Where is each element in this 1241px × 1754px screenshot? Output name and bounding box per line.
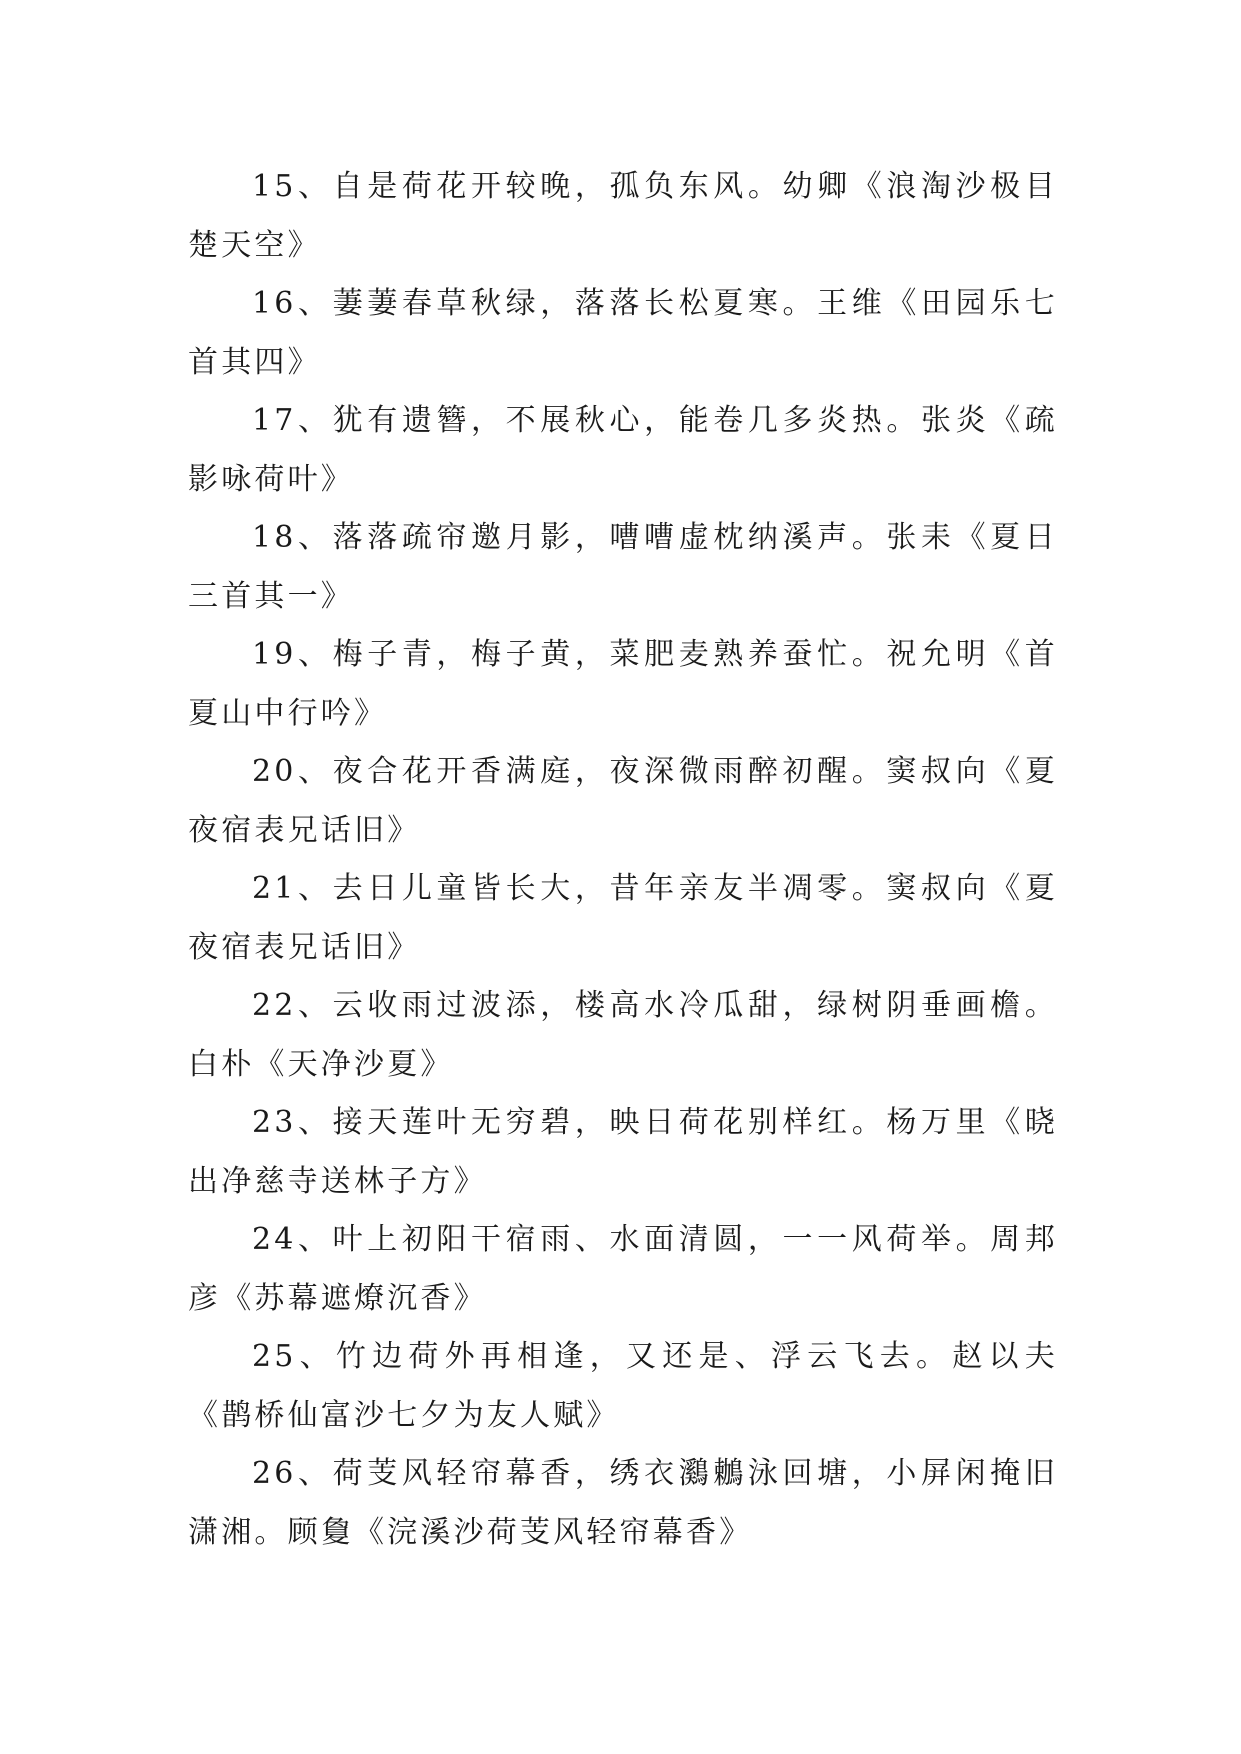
poem-line-18: 18、落落疏帘邀月影，嘈嘈虚枕纳溪声。张耒《夏日三首其一》 [188, 520, 1058, 614]
poem-line-16: 16、萋萋春草秋绿，落落长松夏寒。王维《田园乐七首其四》 [188, 286, 1058, 380]
poem-line-19: 19、梅子青，梅子黄，菜肥麦熟养蚕忙。祝允明《首夏山中行吟》 [188, 637, 1058, 731]
document-body [188, 158, 1058, 1562]
poem-line-23: 23、接天莲叶无穷碧，映日荷花别样红。杨万里《晓出净慈寺送林子方》 [188, 1105, 1058, 1199]
poem-line-15: 15、自是荷花开较晚，孤负东风。幼卿《浪淘沙极目楚天空》 [188, 169, 1058, 263]
poem-line-22: 22、云收雨过波添，楼高水冷瓜甜，绿树阴垂画檐。白朴《天净沙夏》 [188, 988, 1058, 1082]
poem-line-20: 20、夜合花开香满庭，夜深微雨醉初醒。窦叔向《夏夜宿表兄话旧》 [188, 754, 1058, 848]
poem-line-25: 25、竹边荷外再相逢，又还是、浮云飞去。赵以夫《鹊桥仙富沙七夕为友人赋》 [188, 1339, 1058, 1433]
poem-line-26: 26、荷芰风轻帘幕香，绣衣鸂鶒泳回塘，小屏闲掩旧潇湘。顾敻《浣溪沙荷芰风轻帘幕香》 [188, 1456, 1058, 1550]
poem-line-21: 21、去日儿童皆长大，昔年亲友半凋零。窦叔向《夏夜宿表兄话旧》 [188, 871, 1058, 965]
poem-line-24: 24、叶上初阳干宿雨、水面清圆，一一风荷举。周邦彦《苏幕遮燎沉香》 [188, 1222, 1058, 1316]
poem-line-17: 17、犹有遗簪，不展秋心，能卷几多炎热。张炎《疏影咏荷叶》 [188, 403, 1058, 497]
